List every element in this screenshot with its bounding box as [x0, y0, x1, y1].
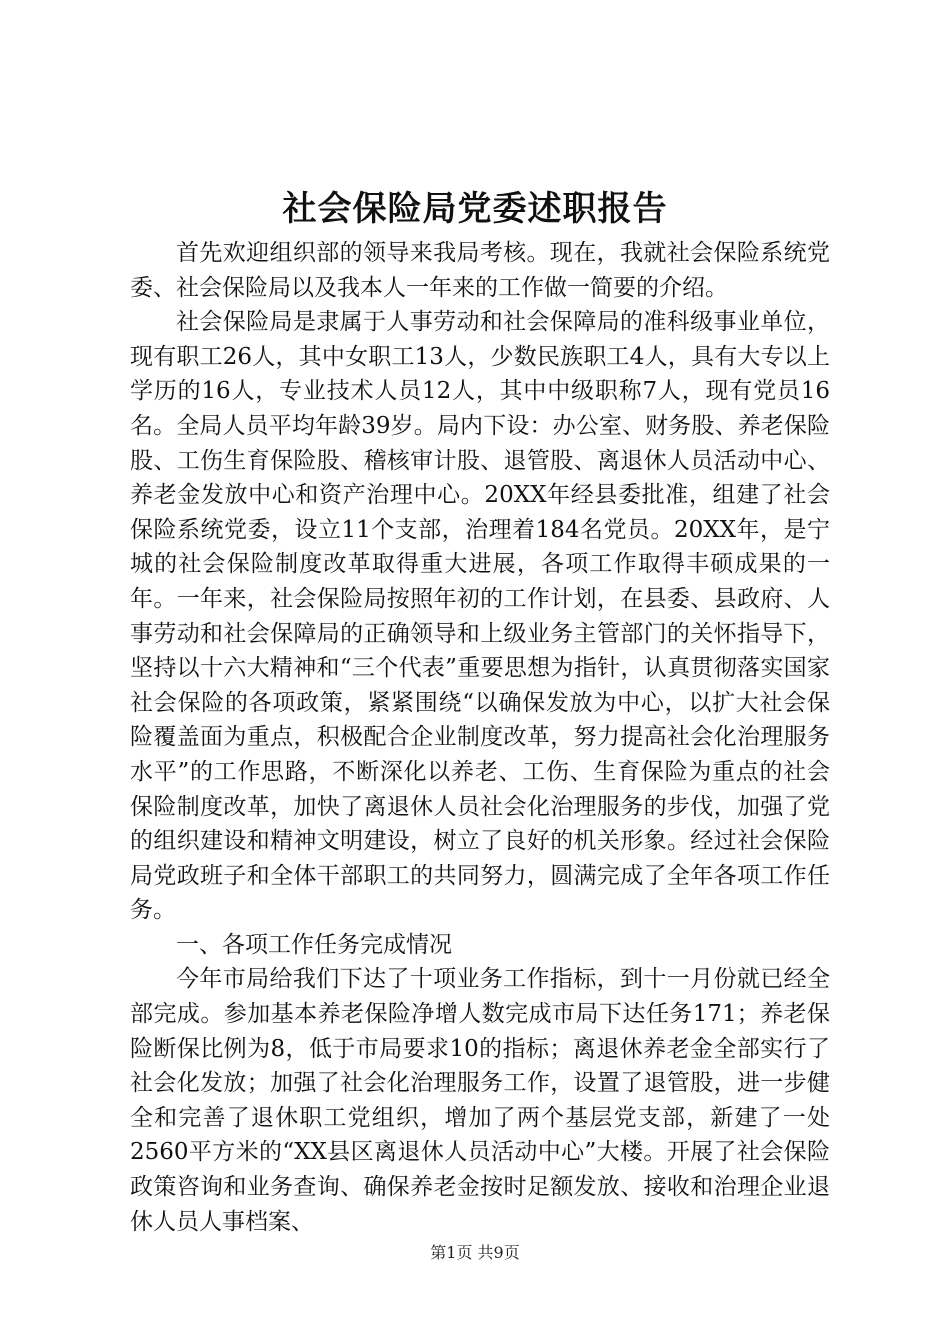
- document-title: 社会保险局党委述职报告: [282, 189, 668, 229]
- section-heading: 一、各项工作任务完成情况: [176, 931, 452, 958]
- document-body: [130, 236, 830, 1239]
- page-number: 第1页 共9页: [430, 1243, 520, 1262]
- paragraph-intro: 首先欢迎组织部的领导来我局考核。现在，我就社会保险系统党委、社会保险局以及我本人一年来的工作做一简要的介绍。: [130, 240, 830, 301]
- paragraph-overview: 社会保险局是隶属于人事劳动和社会保障局的准科级事业单位，现有职工26人，其中女职工13人，少数民族职工4人，具有大专以上学历的16人，专业技术人员12人，其中中级职称7人，现有党员16名。全局人员平均年龄39岁。局内下设：办公室、财务股、养老保险股、工伤生育保险股、稽核审计股、退管股、离退休人员活动中心、养老金发放中心和资产治理中心。20XX年经县委批准，组建了社会保险系统党委，设立11个支部，治理着184名党员。20XX年，是宁城的社会保险制度改革取得重大进展，各项工作取得丰硕成果的一年。一年来，社会保险局按照年初的工作计划，在县委、县政府、人事劳动和社会保障局的正确领导和上级业务主管部门的关怀指导下，坚持以十六大精神和“三个代表”重要思想为指针，认真贯彻落实国家社会保险的各项政策，紧紧围绕“以确保发放为中心，以扩大社会保险覆盖面为重点，积极配合企业制度改革，努力提高社会化治理服务水平”的工作思路，不断深化以养老、工伤、生育保险为重点的社会保险制度改革，加快了离退休人员社会化治理服务的步伐，加强了党的组织建设和精神文明建设，树立了良好的机关形象。经过社会保险局党政班子和全体干部职工的共同努力，圆满完成了全年各项工作任务。: [130, 309, 830, 924]
- paragraph-tasks: 今年市局给我们下达了十项业务工作指标，到十一月份就已经全部完成。参加基本养老保险净增人数完成市局下达任务171；养老保险断保比例为8，低于市局要求10的指标；离退休养老金全部实行了社会化发放；加强了社会化治理服务工作，设置了退管股，进一步健全和完善了退休职工党组织，增加了两个基层党支部，新建了一处2560平方米的“XX县区离退休人员活动中心”大楼。开展了社会保险政策咨询和业务查询、确保养老金按时足额发放、接收和治理企业退休人员人事档案、: [130, 966, 830, 1235]
